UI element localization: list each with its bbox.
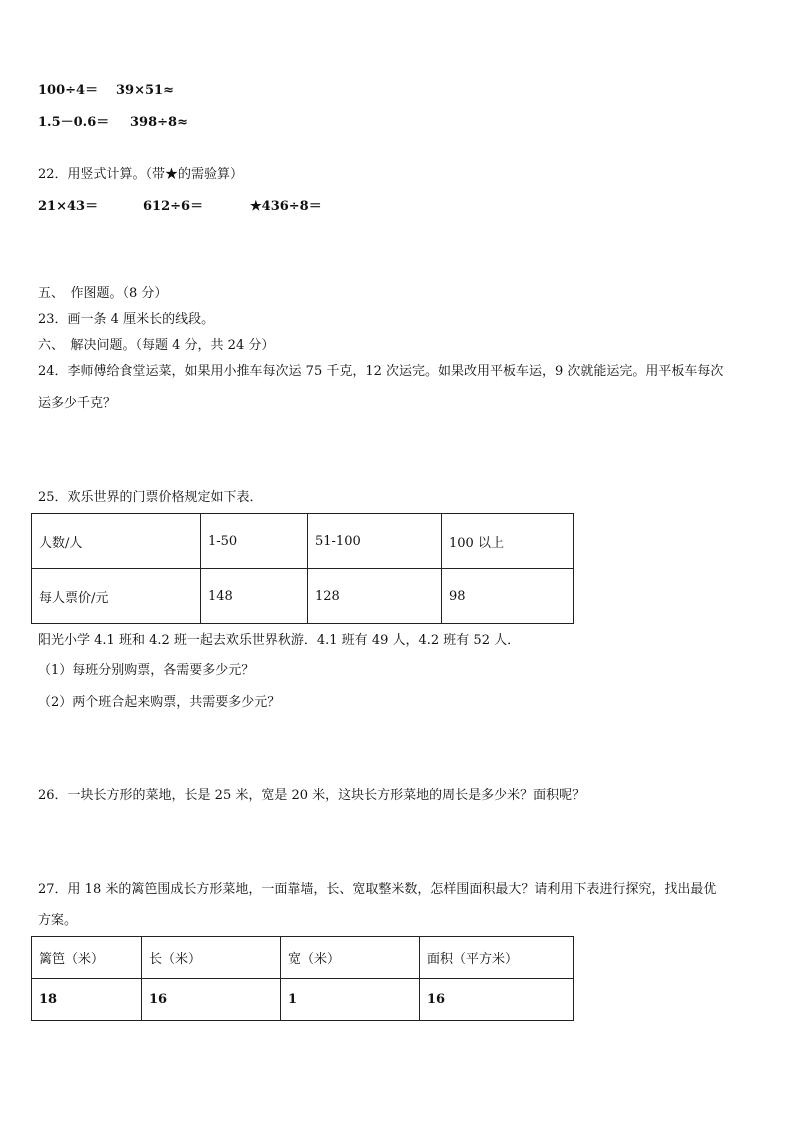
ticket-price-table [31,513,574,624]
q23-text: 23．画一条 4 厘米长的线段。 [38,312,215,327]
calc-item: 612÷6＝ [143,199,204,214]
q25-after: 阳光小学 4.1 班和 4.2 班一起去欢乐世界秋游．4.1 班有 49 人，4.2 班有 52 人． [38,633,521,648]
table-header-cell: 宽（米） [281,937,420,979]
fence-exploration-table [31,936,574,1021]
oral-calc-row-1 [38,83,174,99]
table-cell: 人数/人 [32,514,201,569]
table-header-cell: 面积（平方米） [420,937,574,979]
table-cell: 148 [201,569,308,624]
q22-items [38,199,322,215]
q27-line-2: 方案。 [38,913,78,928]
section-5-title: 五、 作图题。（8 分） [38,286,168,301]
calc-item: 398÷8≈ [130,115,188,130]
table-header-row [32,937,574,979]
table-row [32,979,574,1021]
table-row [32,514,574,569]
table-cell: 98 [442,569,574,624]
q22-title: 22．用竖式计算。（带★的需验算） [38,167,244,182]
table-cell: 1-50 [201,514,308,569]
table-header-cell: 篱笆（米） [32,937,142,979]
q25-sub-1: （1）每班分别购票，各需要多少元？ [38,663,255,678]
calc-item: 1.5－0.6＝ [38,115,110,130]
q25-sub-2: （2）两个班合起来购票，共需要多少元？ [38,695,281,710]
table-header-cell: 长（米） [142,937,281,979]
section-6-title: 六、 解决问题。（每题 4 分，共 24 分） [38,338,275,353]
calc-item: 100÷4＝ [38,83,99,98]
calc-item: 21×43＝ [38,199,99,214]
table-cell: 18 [32,979,142,1021]
q25-intro: 25．欢乐世界的门票价格规定如下表． [38,490,263,505]
calc-item: ★436÷8＝ [250,199,322,214]
table-cell: 1 [281,979,420,1021]
q27-line-1: 27．用 18 米的篱笆围成长方形菜地，一面靠墙，长、宽取整米数，怎样围面积最大？请利用下表进行探究，找出最优 [38,882,717,897]
table-cell: 51-100 [308,514,442,569]
oral-calc-row-2 [38,115,188,131]
table-cell: 100 以上 [442,514,574,569]
calc-item: 39×51≈ [116,83,174,98]
q24-line-2: 运多少千克？ [38,396,117,411]
table-cell: 128 [308,569,442,624]
table-cell: 每人票价/元 [32,569,201,624]
table-cell: 16 [142,979,281,1021]
table-cell: 16 [420,979,574,1021]
q26-text: 26．一块长方形的菜地，长是 25 米，宽是 20 米，这块长方形菜地的周长是多少米？面积呢？ [38,788,586,803]
q24-line-1: 24．李师傅给食堂运菜，如果用小推车每次运 75 千克，12 次运完。如果改用平板车运，9 次就能运完。用平板车每次 [38,364,724,379]
table-row [32,569,574,624]
